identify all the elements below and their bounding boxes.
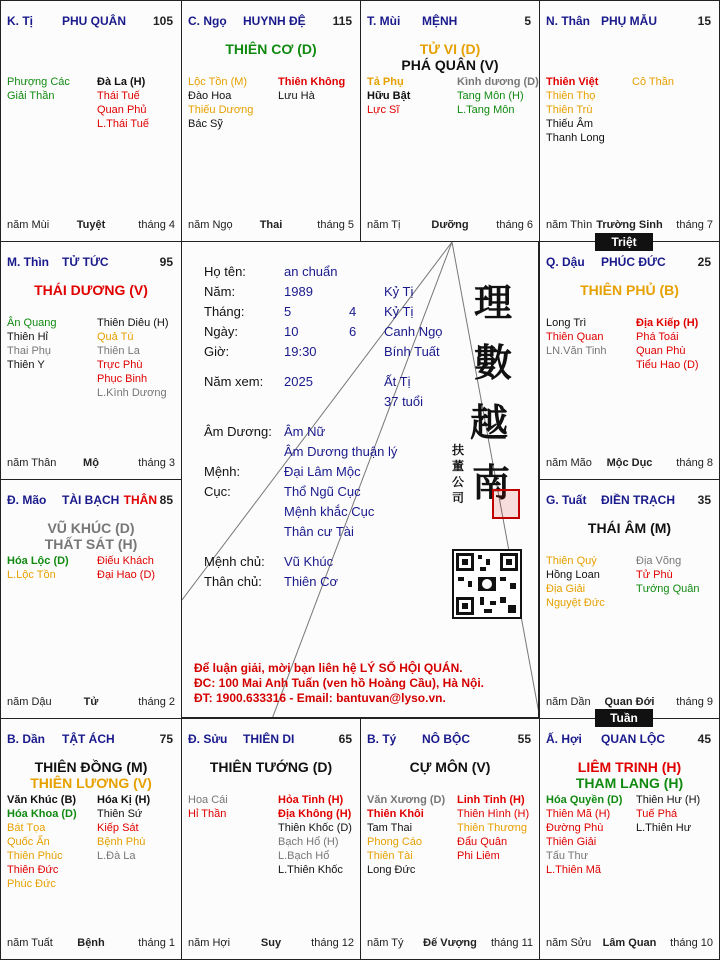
minor-star: Tả Phụ [367,76,404,88]
minor-star: Lực Sĩ [367,104,400,116]
palace-ty [360,718,540,960]
palace-footer [188,937,354,951]
footer-year: năm Dần [546,696,591,708]
minor-star: Thanh Long [546,132,605,144]
palace-branch: T. Mùi [367,14,401,28]
minor-star: Đẩu Quân [457,836,508,848]
minor-star: L.Đà La [97,850,136,862]
minor-star: Thai Phụ [7,345,52,357]
footer-month: tháng 6 [496,219,533,231]
footer-month: tháng 2 [138,696,175,708]
palace-name: HUYNH ĐỆ [243,14,306,28]
minor-star: Tang Môn (H) [457,90,524,102]
minor-star: Kình dương (D) [457,76,539,88]
palace-header [546,14,715,28]
palace-mui [360,0,540,242]
palace-score: 85 [159,493,173,507]
name-label: Họ tên: [204,264,246,279]
minor-star: Phong Cáo [367,836,423,848]
minor-star: L.Thiên Khốc [278,864,343,876]
month-lunar: 4 [349,304,357,319]
minor-star: Hữu Bật [367,90,411,102]
minor-star: Quan Phù [636,345,686,357]
minor-star: Thiên Quý [546,555,597,567]
star-column-right [636,793,700,835]
palace-name: PHÚC ĐỨC [601,255,666,269]
palace-score: 95 [159,255,173,269]
minor-star: Thiên La [97,345,140,357]
palace-score: 25 [697,255,711,269]
minor-star: Thiên Mã (H) [546,808,611,820]
minor-star: Tướng Quân [636,583,700,595]
minor-star: Đào Hoa [188,90,232,102]
calligraphy-char-2: 數 [474,340,513,385]
amduong-value: Âm Nữ [284,424,326,439]
minor-star: Cô Thần [632,76,674,88]
minor-star: Thiên Trù [546,104,593,116]
palace-score: 75 [159,732,173,746]
star-column-left [188,793,228,821]
palace-header [7,732,177,746]
palace-header [188,732,356,746]
minor-star: Hóa Kị (H) [97,794,151,806]
footer-stage: Bệnh [77,937,105,949]
palace-score: 35 [697,493,711,507]
star-column-left [367,75,410,117]
palace-branch: B. Dần [7,732,46,746]
footer-stage: Tuyệt [76,219,106,231]
minor-star: Địa Giải [546,583,586,595]
palace-footer [188,219,354,233]
name-value: an chuẩn [284,264,338,279]
minor-star: Bát Tọa [7,822,46,834]
star-column-left [7,75,70,103]
footer-stage: Trường Sinh [596,219,663,231]
footer-year: năm Hợi [188,937,231,949]
star-column-left [7,554,69,582]
minor-star: Địa Không (H) [278,808,352,820]
minor-star: Kiếp Sát [97,822,139,834]
minor-star: Ân Quang [7,317,57,329]
year-can: Kỷ Tị [384,284,414,299]
minor-star: Hóa Lộc (D) [7,555,69,567]
palace-name: NÔ BỘC [422,732,470,746]
palace-branch: C. Ngọ [188,14,227,28]
star-column-left [546,554,605,610]
main-star: THIÊN LƯƠNG (V) [30,775,152,791]
minor-star: Địa Võng [636,555,682,567]
palace-branch: B. Tý [367,732,397,746]
minor-star: Bác Sỹ [188,118,223,130]
minor-star: Lộc Tồn (M) [188,76,248,88]
minor-star: Thiếu Âm [546,118,594,130]
minor-star: Quốc Ấn [7,836,50,848]
star-column-right [457,793,529,863]
seal-small-text: 扶董公司 [452,443,465,505]
star-column-right [278,75,345,103]
minor-star: Nguyệt Đức [546,597,605,609]
footer-month: tháng 4 [138,219,175,231]
minor-star: L.Thái Tuế [97,118,149,130]
cuc-label: Cục: [204,484,231,499]
footer-stage: Tử [83,696,99,708]
footer-stage: Thai [259,219,283,231]
footer-stage: Mộ [83,457,99,469]
footer-stage: Lâm Quan [602,937,657,949]
footer-year: năm Mùi [7,219,50,231]
than-cu: Thân cư Tài [284,524,354,539]
minor-star: Tiểu Hao (D) [636,359,699,371]
minor-star: Thiên Diêu (H) [97,317,169,329]
palace-name: ĐIỀN TRẠCH [601,493,675,507]
main-star: PHÁ QUÂN (V) [401,57,499,73]
day-solar: 10 [284,324,299,339]
minor-star: Thiên Thương [457,822,528,834]
calligraphy-char-1: 理 [474,280,513,325]
footer-year: năm Thân [7,457,57,469]
menhchu-label: Mệnh chủ: [204,554,265,569]
star-column-right [457,75,539,117]
footer-year: năm Ngọ [188,219,233,231]
minor-star: L.Kình Dương [97,387,167,399]
minor-star: L.Lộc Tồn [7,569,56,581]
star-column-left [7,316,57,372]
palace-header [7,255,177,269]
minor-star: Long Đức [367,864,416,876]
footer-year: năm Dậu [7,696,52,708]
palace-score: 45 [697,732,711,746]
cuc-relation: Mệnh khắc Cục [284,504,375,519]
palace-name: PHỤ MẪU [601,14,657,28]
palace-name: TÀI BẠCH [62,493,120,507]
view-year-label: Năm xem: [204,374,264,389]
palace-score: 105 [152,14,173,28]
footer-stage: Đế Vượng [423,937,477,949]
minor-star: Thiên Thọ [546,90,596,102]
palace-branch: M. Thìn [7,255,49,269]
palace-header [367,14,535,28]
year-label: Năm: [204,284,236,299]
star-column-left [367,793,445,877]
palace-footer [367,937,533,951]
star-column-right [97,554,155,582]
palace-name: TỬ TỨC [62,255,109,269]
palace-header [546,255,715,269]
star-column-left [546,793,622,877]
thanchu-value: Thiên Cơ [284,574,339,589]
footer-month: tháng 8 [676,457,713,469]
hour-can: Bính Tuất [384,344,440,359]
tuan-tag: Tuần [595,709,653,727]
footer-month: tháng 1 [138,937,175,949]
view-year-can: Ất Tị [384,374,411,389]
minor-star: Thiên Quan [546,331,604,343]
palace-footer [546,457,713,471]
palace-name: PHU QUÂN [62,14,127,28]
palace-header [546,493,715,507]
palace-than [539,0,720,242]
minor-star: Thiên Hỉ [7,331,48,343]
star-column-left [7,793,77,891]
thanchu-label: Thân chủ: [204,574,262,589]
hour-value: 19:30 [284,344,317,359]
minor-star: Quan Phủ [97,104,147,116]
year-value: 1989 [284,284,313,299]
footer-year: năm Tý [367,937,404,949]
footer-year: năm Sửu [546,937,592,949]
minor-star: Trực Phù [97,359,143,371]
minor-star: Hỏa Tinh (H) [278,794,344,806]
minor-star: Phục Binh [97,373,148,385]
palace-branch: Đ. Mão [7,493,47,507]
palace-thin [0,241,182,480]
minor-star: Thiên Y [7,359,45,371]
star-column-left [546,316,607,358]
footer-month: tháng 12 [311,937,354,949]
day-can: Canh Ngọ [384,324,443,339]
star-column-right [278,793,352,877]
minor-star: Điếu Khách [97,555,154,567]
main-star: TỬ VI (D) [419,41,481,57]
palace-name: TẬT ÁCH [62,732,115,746]
minor-star: Long Trì [546,317,587,329]
main-star: CỰ MÔN (V) [409,759,491,775]
triet-tag: Triệt [595,233,653,251]
amduong-relation: Âm Dương thuận lý [284,444,398,459]
menh-label: Mệnh: [204,464,241,479]
contact-line-2: ĐC: 100 Mai Anh Tuấn (ven hồ Hoàng Cầu), Hà Nội. [194,676,485,690]
palace-score: 15 [697,14,711,28]
calligraphy-char-4: 南 [472,460,511,505]
palace-score: 65 [338,732,352,746]
palace-score: 55 [517,732,531,746]
star-column-right [636,316,699,372]
minor-star: Hóa Quyền (D) [546,794,623,806]
minor-star: Văn Xương (D) [367,794,446,806]
red-seal-stamp [492,489,520,519]
month-can: Kỷ Tị [384,304,414,319]
main-star: THÁI ÂM (M) [587,520,672,536]
minor-star: Thiên Không [278,76,346,88]
footer-year: năm Thìn [546,219,593,231]
palace-footer [7,937,175,951]
palace-mao [0,479,182,719]
amduong-label: Âm Dương: [204,424,272,439]
palace-footer [546,219,713,233]
menh-value: Đại Lâm Mộc [284,464,361,479]
palace-name: QUAN LỘC [601,732,665,746]
star-column-right [636,554,700,596]
footer-stage: Suy [260,937,282,949]
palace-dan [0,718,182,960]
minor-star: Phượng Các [7,76,70,88]
palace-branch: Đ. Sửu [188,732,228,746]
minor-star: Thiên Sứ [97,808,143,820]
star-column-right [97,793,150,863]
minor-star: Tấu Thư [546,850,589,862]
contact-line-1: Để luận giải, mời bạn liên hệ LÝ SỐ HỘI QUÁN. [194,661,463,675]
palace-branch: Q. Dậu [546,255,585,269]
age-value: 37 tuổi [384,394,424,409]
minor-star: Hoa Cái [188,794,228,806]
minor-star: Thiếu Dương [188,104,254,116]
minor-star: Thiên Tài [367,850,413,862]
minor-star: Bạch Hổ (H) [278,836,339,848]
palace-header [367,732,535,746]
palace-name: MỆNH [422,14,458,28]
star-column-left [546,75,605,145]
minor-star: Hỉ Thần [188,808,227,820]
footer-month: tháng 11 [490,937,533,949]
minor-star: Đại Hao (D) [97,569,156,581]
month-solar: 5 [284,304,292,319]
palace-branch: G. Tuất [546,493,587,507]
main-star: THIÊN ĐỒNG (M) [34,759,148,775]
footer-month: tháng 5 [317,219,354,231]
palace-name: THIÊN DI [243,732,295,746]
star-column-right [97,75,149,131]
minor-star: Thiên Phúc [7,850,63,862]
minor-star: Quả Tú [97,331,134,343]
menhchu-value: Vũ Khúc [284,554,334,569]
footer-month: tháng 10 [670,937,713,949]
main-star: LIÊM TRINH (H) [577,759,682,775]
footer-stage: Dưỡng [431,219,469,231]
main-star: VŨ KHÚC (D) [47,520,135,536]
palace-footer [367,219,533,233]
minor-star: Tử Phù [636,569,673,581]
minor-star: Phúc Đức [7,878,56,890]
minor-star: Phi Liêm [457,850,500,862]
minor-star: Đà La (H) [97,76,146,88]
calligraphy-char-3: 越 [470,400,509,445]
main-star: THIÊN TƯỚNG (D) [209,759,333,775]
minor-star: Bệnh Phù [97,836,146,848]
footer-month: tháng 9 [676,696,713,708]
contact-line-3: ĐT: 1900.633316 - Email: bantuvan@lyso.vn. [194,691,446,705]
minor-star: Lưu Hà [278,90,315,102]
palace-branch: K. Tị [7,14,33,28]
palace-suu [181,718,361,960]
minor-star: Thiên Việt [546,76,599,88]
minor-star: Thái Tuế [97,90,140,102]
minor-star: L.Bạch Hổ [278,850,330,862]
center-info-panel [181,241,539,718]
hour-label: Giờ: [204,344,230,359]
star-column-right [97,316,169,400]
minor-star: Linh Tinh (H) [457,794,525,806]
main-star: THẤT SÁT (H) [44,536,138,552]
palace-header [188,14,356,28]
minor-star: Giải Thần [7,90,55,102]
palace-dau [539,241,720,480]
minor-star: Văn Khúc (B) [7,794,77,806]
minor-star: L.Tang Môn [457,104,515,116]
minor-star: Thiên Hư (H) [636,794,701,806]
cuc-value: Thổ Ngũ Cục [284,484,361,499]
palace-footer [7,219,175,233]
minor-star: L.Thiên Hư [636,822,692,834]
palace-header [7,14,177,28]
footer-year: năm Tuất [7,937,53,949]
minor-star: Hồng Loan [546,569,600,581]
palace-ngo [181,0,361,242]
main-star: THIÊN PHỦ (B) [580,282,679,298]
minor-star: Thiên Giải [546,836,597,848]
minor-star: Thiên Đức [7,864,59,876]
day-lunar: 6 [349,324,357,339]
footer-stage: Mộc Dục [606,457,653,469]
palace-header [546,732,715,746]
minor-star: Thiên Khốc (D) [278,822,352,834]
footer-year: năm Mão [546,457,592,469]
main-star: THAM LANG (H) [575,775,684,791]
palace-ti [0,0,182,242]
qr-code-icon [452,549,522,619]
main-star: THÁI DƯƠNG (V) [34,282,148,298]
footer-month: tháng 3 [138,457,175,469]
main-star: THIÊN CƠ (D) [225,41,317,57]
palace-footer [7,457,175,471]
minor-star: Hóa Khoa (D) [7,808,77,820]
palace-branch: N. Thân [546,14,590,28]
than-marker: THÂN [123,493,157,507]
minor-star: Địa Kiếp (H) [636,317,699,329]
palace-score: 5 [524,14,531,28]
palace-branch: Ấ. Hợi [546,732,582,746]
star-column-right [632,75,674,89]
palace-score: 115 [332,14,352,28]
day-label: Ngày: [204,324,238,339]
minor-star: Tam Thai [367,822,413,834]
minor-star: Tuế Phá [636,808,678,820]
minor-star: LN.Văn Tinh [546,345,607,357]
palace-hoi [539,718,720,960]
minor-star: Thiên Hình (H) [457,808,530,820]
palace-footer [546,937,713,951]
minor-star: Thiên Khôi [367,808,424,820]
palace-header [7,493,177,507]
palace-footer [546,696,713,710]
footer-month: tháng 7 [676,219,713,231]
palace-tuat [539,479,720,719]
footer-stage: Quan Đới [604,696,655,708]
minor-star: Phá Toái [636,331,679,343]
footer-year: năm Tị [367,219,401,231]
palace-footer [7,696,175,710]
minor-star: Đường Phù [546,822,604,834]
minor-star: L.Thiên Mã [546,864,602,876]
star-column-left [188,75,253,131]
month-label: Tháng: [204,304,245,319]
view-year-value: 2025 [284,374,313,389]
